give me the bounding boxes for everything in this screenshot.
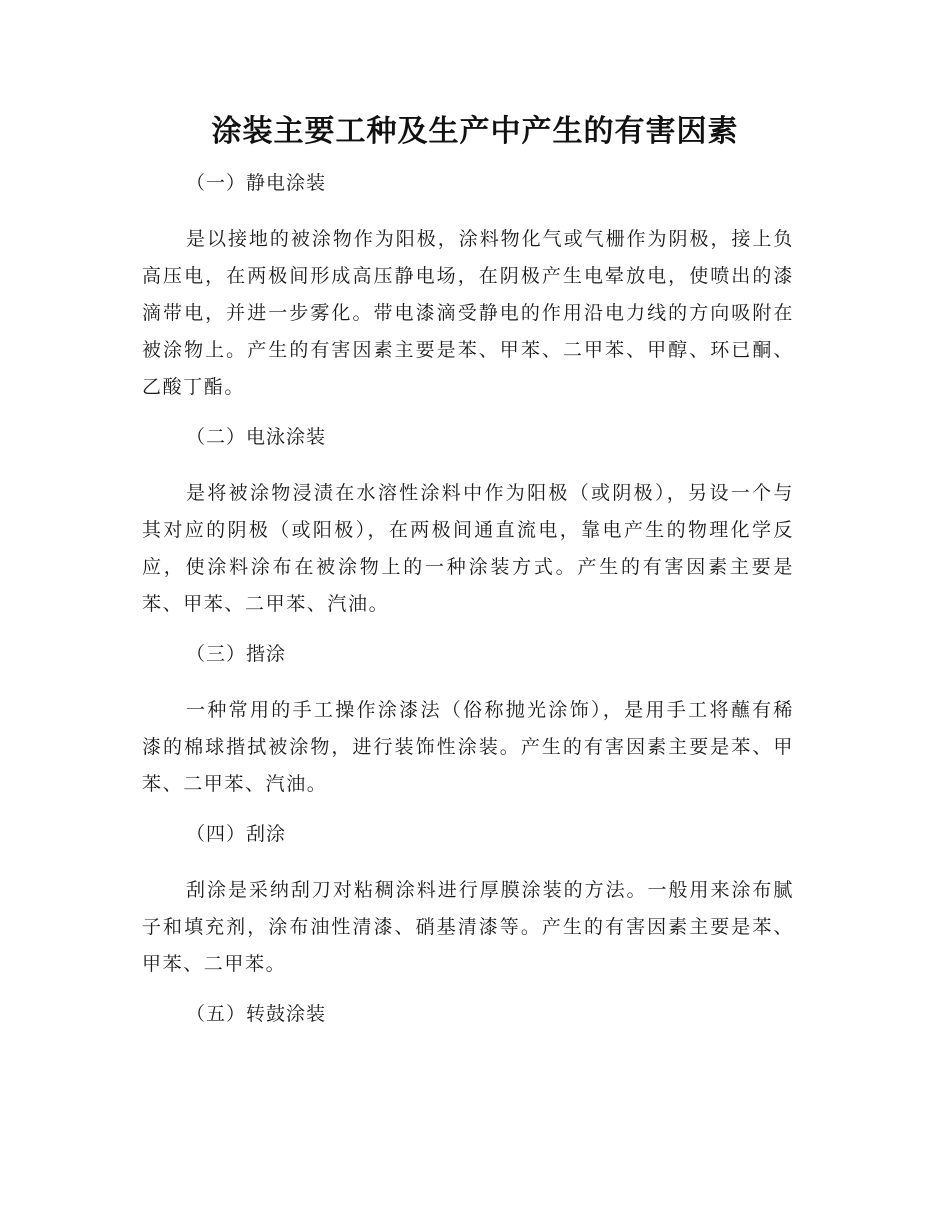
section-paragraph-scraping: 刮涂是采纳刮刀对粘稠涂料进行厚膜涂装的方法。一般用来涂布腻子和填充剂，涂布油性清漆、硝基清漆等。产生的有害因素主要是苯、甲苯、二甲苯。 (142, 879, 794, 975)
document-body (142, 168, 794, 1029)
document-title: 涂装主要工种及生产中产生的有害因素 (211, 114, 739, 149)
section-paragraph-electrostatic: 是以接地的被涂物作为阳极，涂料物化气或气栅作为阴极，接上负高压电，在两极间形成高压静电场，在阴极产生电晕放电，使喷出的漆滴带电，并进一步雾化。带电漆滴受静电的作用沿电力线的方向吸附在被涂物上。产生的有害因素主要是苯、甲苯、二甲苯、甲醇、环已酮、乙酸丁酯。 (142, 228, 794, 398)
section-heading-electrophoretic: （二）电泳涂装 (186, 426, 327, 448)
section-paragraph-wiping: 一种常用的手工操作涂漆法（俗称抛光涂饰），是用手工将蘸有稀漆的棉球揩拭被涂物，进行装饰性涂装。产生的有害因素主要是苯、甲苯、二甲苯、汽油。 (142, 699, 794, 795)
section-heading-wiping: （三）揩涂 (186, 643, 287, 665)
section-heading-drum: （五）转鼓涂装 (186, 1003, 327, 1025)
section-heading-electrostatic: （一）静电涂装 (186, 172, 327, 194)
section-paragraph-electrophoretic: 是将被涂物浸渍在水溶性涂料中作为阳极（或阴极），另设一个与其对应的阴极（或阳极），在两极间通直流电，靠电产生的物理化学反应，使涂料涂布在被涂物上的一种涂装方式。产生的有害因素主要是苯、甲苯、二甲苯、汽油。 (142, 482, 794, 615)
section-heading-scraping: （四）刮涂 (186, 823, 287, 845)
